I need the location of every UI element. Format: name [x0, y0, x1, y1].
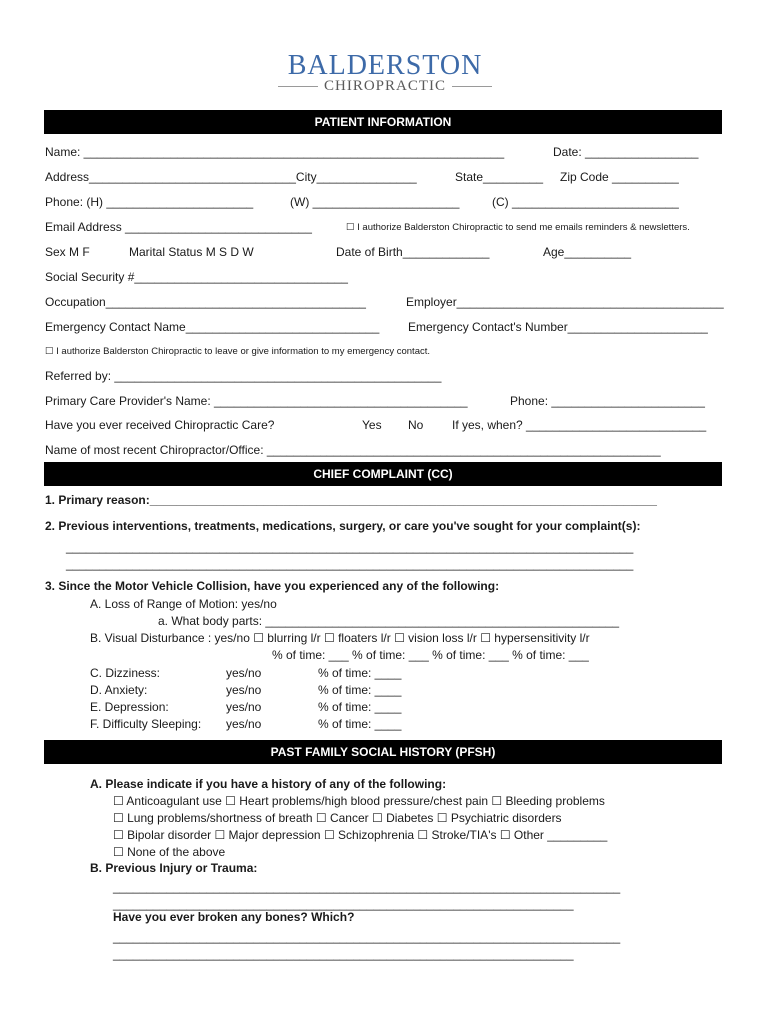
address-city-field[interactable]: Address_______________________________City_______________: [45, 170, 417, 184]
history-options-row-1[interactable]: ☐ Anticoagulant use ☐ Heart problems/high blood pressure/chest pain ☐ Bleeding problems: [113, 794, 605, 808]
emergency-contact-name-field[interactable]: Emergency Contact Name_____________________________: [45, 320, 380, 334]
emergency-contact-number-field[interactable]: Emergency Contact's Number_____________________: [408, 320, 708, 334]
prior-chiro-yes[interactable]: Yes: [362, 418, 382, 432]
broken-bones-line-2[interactable]: _____________________________________________________________________: [113, 947, 574, 961]
previous-injury-question: B. Previous Injury or Trauma:: [90, 861, 258, 875]
depression-label: E. Depression:: [90, 700, 169, 714]
date-field[interactable]: Date: _________________: [553, 145, 699, 159]
depression-percent[interactable]: % of time: ____: [318, 700, 402, 714]
broken-bones-line-1[interactable]: ____________________________________________________________________________: [113, 930, 621, 944]
difficulty-sleeping-label: F. Difficulty Sleeping:: [90, 717, 202, 731]
name-field[interactable]: Name: _______________________________________________________________: [45, 145, 505, 159]
difficulty-sleeping-yesno[interactable]: yes/no: [226, 717, 262, 731]
phone-home-field[interactable]: Phone: (H) ______________________: [45, 195, 254, 209]
logo-rule-right: [452, 86, 492, 87]
previous-injury-line-1[interactable]: ____________________________________________________________________________: [113, 880, 621, 894]
section-chief-complaint: CHIEF COMPLAINT (CC): [44, 462, 722, 486]
ssn-field[interactable]: Social Security #________________________________: [45, 270, 348, 284]
pcp-phone-field[interactable]: Phone: _______________________: [510, 394, 705, 408]
email-consent-checkbox[interactable]: ☐ I authorize Balderston Chiropractic to send me emails reminders & newsletters.: [346, 222, 690, 233]
primary-reason-field[interactable]: 1. Primary reason:____________________________________________________________________________: [45, 493, 657, 507]
emergency-consent-checkbox[interactable]: ☐ I authorize Balderston Chiropractic to leave or give information to my emergency contact.: [45, 346, 431, 357]
anxiety-percent[interactable]: % of time: ____: [318, 683, 402, 697]
logo-sub-wrap: [0, 78, 770, 95]
state-field[interactable]: State_________: [455, 170, 544, 184]
dob-field[interactable]: Date of Birth_____________: [336, 245, 490, 259]
occupation-field[interactable]: Occupation_______________________________________: [45, 295, 366, 309]
logo-name: BALDERSTON: [287, 50, 483, 81]
marital-status-options[interactable]: Marital Status M S D W: [129, 245, 254, 259]
history-options-row-2[interactable]: ☐ Lung problems/shortness of breath ☐ Cancer ☐ Diabetes ☐ Psychiatric disorders: [113, 811, 562, 825]
difficulty-sleeping-percent[interactable]: % of time: ____: [318, 717, 402, 731]
referred-by-field[interactable]: Referred by: _________________________________________________: [45, 369, 442, 383]
loss-of-rom-item[interactable]: A. Loss of Range of Motion: yes/no: [90, 597, 277, 611]
visual-disturbance-percent[interactable]: % of time: ___ % of time: ___ % of time: ___ % of time: ___: [272, 648, 589, 662]
history-options-row-3[interactable]: ☐ Bipolar disorder ☐ Major depression ☐ Schizophrenia ☐ Stroke/TIA's ☐ Other _________: [113, 828, 608, 842]
prior-chiro-no[interactable]: No: [408, 418, 424, 432]
previous-injury-line-2[interactable]: _____________________________________________________________________: [113, 897, 574, 911]
dizziness-label: C. Dizziness:: [90, 666, 161, 680]
email-field[interactable]: Email Address ____________________________: [45, 220, 312, 234]
body-parts-field[interactable]: a. What body parts: _____________________________________________________: [158, 614, 620, 628]
history-question: A. Please indicate if you have a history of any of the following:: [90, 777, 447, 791]
sex-options[interactable]: Sex M F: [45, 245, 90, 259]
anxiety-label: D. Anxiety:: [90, 683, 148, 697]
phone-cell-field[interactable]: (C) _________________________: [492, 195, 679, 209]
previous-interventions-line-1[interactable]: _____________________________________________________________________________________: [66, 540, 634, 554]
logo-subtitle: CHIROPRACTIC: [323, 78, 447, 94]
logo-rule-left: [278, 86, 318, 87]
dizziness-percent[interactable]: % of time: ____: [318, 666, 402, 680]
mvc-symptoms-question: 3. Since the Motor Vehicle Collision, have you experienced any of the following:: [45, 579, 500, 593]
recent-chiropractor-field[interactable]: Name of most recent Chiropractor/Office: ___________________________________________________________: [45, 443, 661, 457]
zip-field[interactable]: Zip Code __________: [560, 170, 679, 184]
pcp-name-field[interactable]: Primary Care Provider's Name: ______________________________________: [45, 394, 468, 408]
broken-bones-question: Have you ever broken any bones? Which?: [113, 910, 355, 924]
phone-work-field[interactable]: (W) ______________________: [290, 195, 460, 209]
previous-interventions-question: 2. Previous interventions, treatments, medications, surgery, or care you've sought for your complaint(s):: [45, 519, 641, 533]
prior-chiro-when-field[interactable]: If yes, when? ___________________________: [452, 418, 707, 432]
anxiety-yesno[interactable]: yes/no: [226, 683, 262, 697]
history-options-row-4[interactable]: ☐ None of the above: [113, 845, 226, 859]
prior-chiropractic-question: Have you ever received Chiropractic Care?: [45, 418, 275, 432]
section-pfsh: PAST FAMILY SOCIAL HISTORY (PFSH): [44, 740, 722, 764]
section-patient-information: PATIENT INFORMATION: [44, 110, 722, 134]
depression-yesno[interactable]: yes/no: [226, 700, 262, 714]
visual-disturbance-item[interactable]: B. Visual Disturbance : yes/no ☐ blurring l/r ☐ floaters l/r ☐ vision loss l/r ☐ hypersensitivity l/r: [90, 631, 590, 645]
dizziness-yesno[interactable]: yes/no: [226, 666, 262, 680]
age-field[interactable]: Age__________: [543, 245, 632, 259]
employer-field[interactable]: Employer________________________________________: [406, 295, 724, 309]
previous-interventions-line-2[interactable]: _____________________________________________________________________________________: [66, 557, 634, 571]
